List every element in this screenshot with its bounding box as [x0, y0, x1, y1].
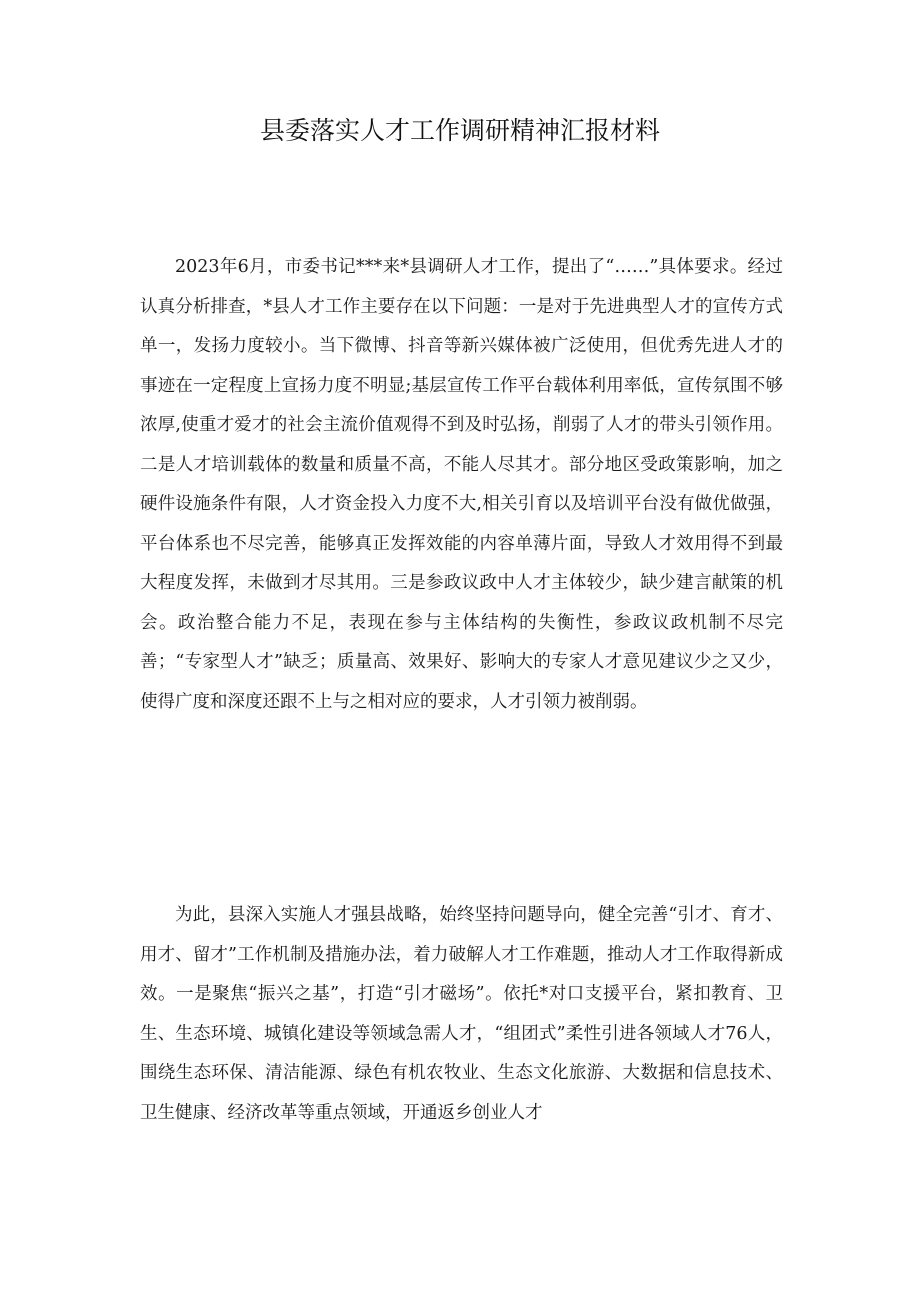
paragraph-measures: 为此，县深入实施人才强县战略，始终坚持问题导向，健全完善“引才、育才、用才、留才”工作机制及措施办法，着力破解人才工作难题，推动人才工作取得新成效。一是聚焦“振兴之基”，打造“引才磁场”。依托*对口支援平台，紧扣教育、卫生、生态环境、城镇化建设等领域急需人才，“组团式”柔性引进各领域人才76人，围绕生态环保、清洁能源、绿色有机农牧业、生态文化旅游、大数据和信息技术、卫生健康、经济改革等重点领域，开通返乡创业人才: [140, 905, 783, 1123]
document-title: 县委落实人才工作调研精神汇报材料: [259, 116, 660, 145]
paragraph-problems: 2023年6月，市委书记***来*县调研人才工作，提出了“……”具体要求。经过认真分析排查，*县人才工作主要存在以下问题：一是对于先进典型人才的宣传方式单一，发扬力度较小。当下微博、抖音等新兴媒体被广泛使用，但优秀先进人才的事迹在一定程度上宣扬力度不明显;基层宣传工作平台载体利用率低，宣传氛围不够浓厚,使重才爱才的社会主流价值观得不到及时弘扬，削弱了人才的带头引领作用。二是人才培训载体的数量和质量不高，不能人尽其才。部分地区受政策影响，加之硬件设施条件有限，人才资金投入力度不大,相关引育以及培训平台没有做优做强，平台体系也不尽完善，能够真正发挥效能的内容单薄片面，导致人才效用得不到最大程度发挥，未做到才尽其用。三是参政议政中人才主体较少，缺少建言献策的机会。政治整合能力不足，表现在参与主体结构的失衡性，参政议政机制不尽完善；“专家型人才”缺乏；质量高、效果好、影响大的专家人才意见建议少之又少，使得广度和深度还跟不上与之相对应的要求，人才引领力被削弱。: [140, 257, 783, 712]
